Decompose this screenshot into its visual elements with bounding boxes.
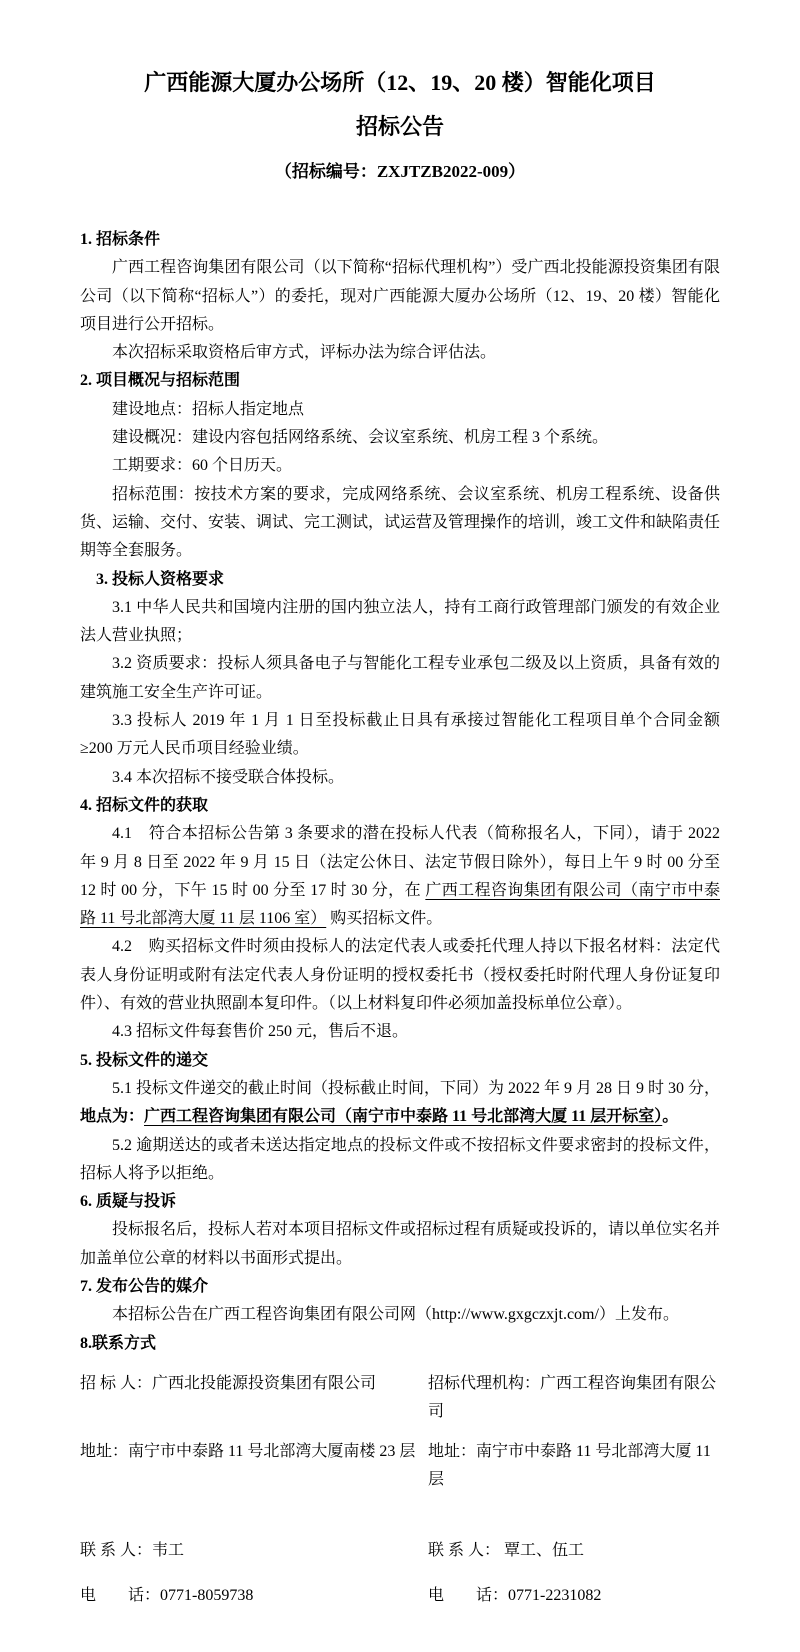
agency-address-line: 地址：南宁市中泰路 11 号北部湾大厦 11 层 — [428, 1442, 711, 1488]
clause-4-1-text: 4.1 符合本招标公告第 3 条要求的潜在投标人代表（简称报名人，下同），请于 2022 年 9 月 8 日至 2022 年 9 月 15 日（法定公休日、法定节假日除外），每日上午 9 时 00 分至 12 时 00 分，下午 15 时 00 分至 17 时 30 分，在 — [80, 825, 720, 899]
section-1-paragraph-1: 广西工程咨询集团有限公司（以下简称“招标代理机构”）受广西北投能源投资集团有限公司（以下简称“招标人”）的委托，现对广西能源大厦办公场所（12、19、20 楼）智能化项目进行公开招标。 — [80, 259, 720, 333]
section-7-paragraph: 本招标公告在广西工程咨询集团有限公司网（http://www.gxgczxjt.com/）上发布。 — [112, 1306, 679, 1324]
contact-row-persons — [80, 1537, 720, 1565]
construction-duration-line: 工期要求：60 个日历天。 — [112, 457, 293, 475]
document-purchase-location: 广西工程咨询集团有限公司（南宁市中泰路 11 号北部湾大厦 11 层 1106 室） — [80, 881, 720, 928]
agency-name-line: 招标代理机构：广西工程咨询集团有限公司 — [428, 1374, 717, 1420]
agency-phone-line: 电 话：0771-2231082 — [428, 1586, 602, 1604]
tenderer-phone-line: 电 话：0771-8059738 — [80, 1586, 254, 1604]
clause-5-1-text: 5.1 投标文件递交的截止时间（投标截止时间，下同）为 2022 年 9 月 28 日 9 时 30 分， — [112, 1079, 721, 1097]
contact-row-phones — [80, 1582, 720, 1610]
document-body — [80, 226, 720, 1358]
clause-4-1-tail: 购买招标文件。 — [326, 910, 443, 928]
tender-scope-line: 招标范围：按技术方案的要求，完成网络系统、会议室系统、机房工程系统、设备供货、运输、交付、安装、调试、完工测试，试运营及管理操作的培训，竣工文件和缺陷责任期等全套服务。 — [80, 485, 721, 560]
clause-3-1: 3.1 中华人民共和国境内注册的国内独立法人，持有工商行政管理部门颁发的有效企业法人营业执照； — [80, 598, 720, 645]
clause-5-1 — [80, 1075, 720, 1132]
submission-location-label: 地点为： — [80, 1108, 145, 1126]
clause-3-4: 3.4 本次招标不接受联合体投标。 — [112, 768, 345, 786]
section-2-heading: 2. 项目概况与招标范围 — [80, 372, 241, 390]
tenderer-contact-person-line: 联 系 人：韦工 — [80, 1541, 185, 1559]
clause-3-3: 3.3 投标人 2019 年 1 月 1 日至投标截止日具有承接过智能化工程项目单个合同金额≥200 万元人民币项目经验业绩。 — [80, 712, 720, 758]
tender-number: （招标编号：ZXJTZB2022-009） — [274, 162, 526, 181]
page-title: 广西能源大厦办公场所（12、19、20 楼）智能化项目 — [144, 70, 656, 95]
section-1-paragraph-2: 本次招标采取资格后审方式，评标办法为综合评估法。 — [112, 344, 497, 362]
clause-4-3: 4.3 招标文件每套售价 250 元，售后不退。 — [112, 1023, 409, 1041]
section-3-heading: 3. 投标人资格要求 — [96, 570, 225, 588]
section-8-heading: 8.联系方式 — [80, 1334, 157, 1352]
section-5-heading: 5. 投标文件的递交 — [80, 1051, 209, 1069]
section-1-heading: 1. 招标条件 — [80, 231, 161, 248]
clause-5-2: 5.2 逾期送达的或者未送达指定地点的投标文件或不按招标文件要求密封的投标文件，招标人将予以拒绝。 — [80, 1136, 720, 1182]
section-6-paragraph: 投标报名后，投标人若对本项目招标文件或招标过程有质疑或投诉的，请以单位实名并加盖单位公章的材料以书面形式提出。 — [80, 1221, 721, 1267]
agency-contact-person-line: 联 系 人： 覃工、伍工 — [428, 1541, 585, 1559]
construction-overview-line: 建设概况：建设内容包括网络系统、会议室系统、机房工程 3 个系统。 — [112, 429, 609, 447]
tenderer-address-line: 地址：南宁市中泰路 11 号北部湾大厦南楼 23 层 — [80, 1442, 416, 1460]
construction-site-line: 建设地点：招标人指定地点 — [112, 400, 305, 418]
clause-4-2: 4.2 购买招标文件时须由投标人的法定代表人或委托代理人持以下报名材料：法定代表人身份证明或附有法定代表人身份证明的授权委托书（授权委托时附代理人身份证复印件）、有效的营业执照副本复印件。（以上材料复印件必须加盖投标单位公章）。 — [80, 938, 720, 1013]
contact-row-organizations — [80, 1370, 720, 1426]
contact-row-addresses — [80, 1438, 720, 1494]
clause-3-2: 3.2 资质要求：投标人须具备电子与智能化工程专业承包二级及以上资质，具备有效的建筑施工安全生产许可证。 — [80, 655, 720, 701]
section-4-heading: 4. 招标文件的获取 — [80, 796, 209, 814]
section-6-heading: 6. 质疑与投诉 — [80, 1193, 177, 1211]
tenderer-name-line: 招 标 人：广西北投能源投资集团有限公司 — [80, 1374, 377, 1392]
submission-location: 广西工程咨询集团有限公司（南宁市中泰路 11 号北部湾大厦 11 层开标室） — [144, 1108, 663, 1126]
contact-info-block — [80, 1370, 720, 1610]
section-7-heading: 7. 发布公告的媒介 — [80, 1277, 209, 1295]
clause-5-1-period: 。 — [662, 1108, 679, 1126]
document-subtitle: 招标公告 — [355, 114, 444, 139]
clause-4-1 — [80, 820, 720, 933]
